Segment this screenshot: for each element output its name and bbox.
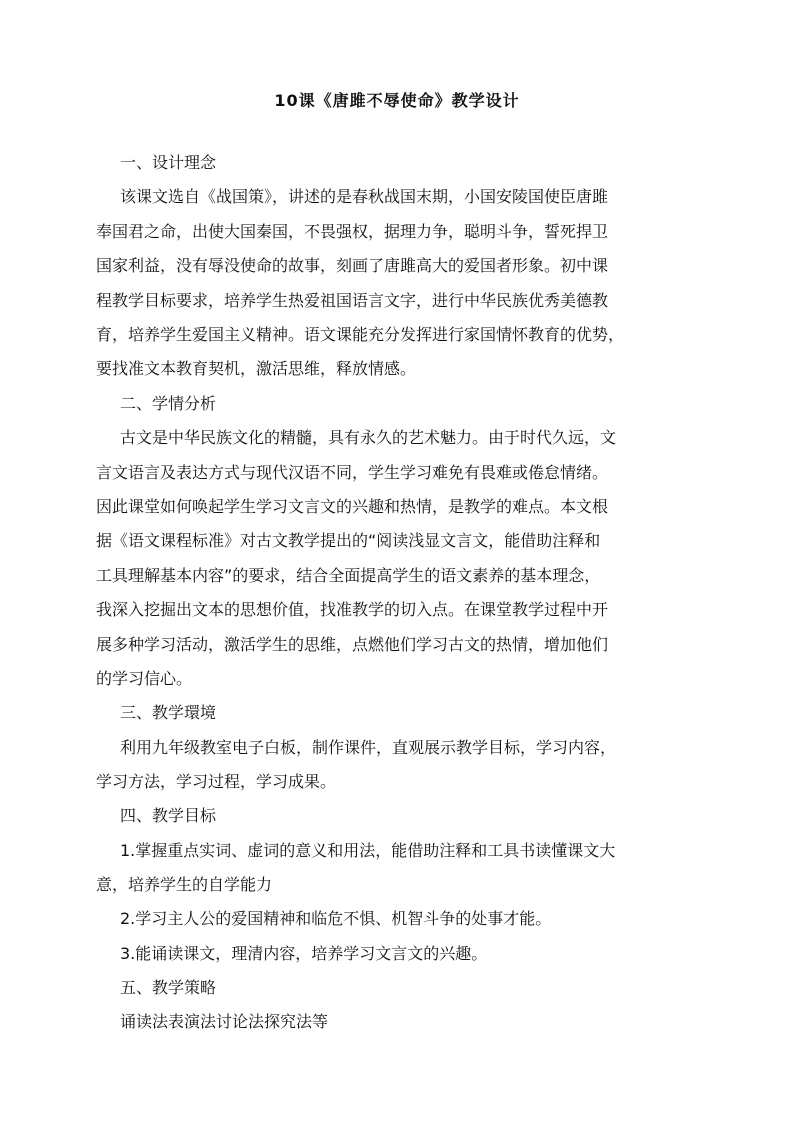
- section-heading-teaching-strategy: 五、教学策略: [120, 978, 217, 997]
- paragraph-line: 的学习信心。: [96, 669, 193, 688]
- paragraph-line: 因此课堂如何唤起学生学习文言文的兴趣和热情，是教学的难点。本文根: [96, 497, 609, 516]
- document-title: 10课《唐雎不辱使命》教学设计: [274, 91, 520, 110]
- paragraph-line: 育，培养学生爱国主义精神。语文课能充分发挥进行家国情怀教育的优势，: [96, 325, 625, 344]
- paragraph-line: 奉国君之命，出使大国秦国，不畏强权，据理力争，聪明斗争，誓死捍卫: [96, 222, 609, 241]
- paragraph-line: 要找准文本教育契机，激活思维，释放情感。: [96, 359, 417, 378]
- paragraph-line: 言文语言及表达方式与现代汉语不同，学生学习难免有畏难或倦怠情绪。: [96, 463, 609, 482]
- paragraph-line: 意，培养学生的自学能力: [96, 875, 273, 894]
- list-item: 2.学习主人公的爱国精神和临危不惧、机智斗争的处事才能。: [120, 909, 552, 928]
- section-heading-learning-analysis: 二、学情分析: [120, 394, 217, 413]
- paragraph-line: 学习方法，学习过程，学习成果。: [96, 772, 337, 791]
- paragraph-line: 诵读法表演法讨论法探究法等: [120, 1012, 329, 1031]
- paragraph-line: 该课文选自《战国策》，讲述的是春秋战国末期，小国安陵国使臣唐雎: [120, 187, 609, 206]
- paragraph-line: 展多种学习活动，激活学生的思维，点燃他们学习古文的热情，增加他们: [96, 635, 609, 654]
- paragraph-line: 据《语文课程标准》对古文教学提出的“阅读浅显文言文，能借助注释和: [96, 531, 601, 550]
- paragraph-line: 国家利益，没有辱没使命的故事，刻画了唐雎高大的爱国者形象。初中课: [96, 256, 609, 275]
- paragraph-line: 古文是中华民族文化的精髓，具有永久的艺术魅力。由于时代久远，文: [120, 428, 617, 447]
- section-heading-teaching-goals: 四、教学目标: [120, 806, 217, 825]
- list-item: 1.掌握重点实词、虚词的意义和用法，能借助注释和工具书读懂课文大: [120, 841, 616, 860]
- list-item: 3.能诵读课文，理清内容，培养学习文言文的兴趣。: [120, 944, 488, 963]
- section-heading-teaching-environment: 三、教学環境: [120, 703, 217, 722]
- paragraph-line: 程教学目标要求，培养学生热爱祖国语言文字，进行中华民族优秀美德教: [96, 291, 609, 310]
- paragraph-line: 利用九年级教室电子白板，制作课件，直观展示教学目标，学习内容，: [120, 738, 617, 757]
- paragraph-line: 我深入挖掘出文本的思想价值，找准教学的切入点。在课堂教学过程中开: [96, 600, 609, 619]
- paragraph-line: 工具理解基本内容”的要求，结合全面提高学生的语文素养的基本理念，: [96, 566, 601, 585]
- section-heading-design-concept: 一、设计理念: [120, 153, 217, 172]
